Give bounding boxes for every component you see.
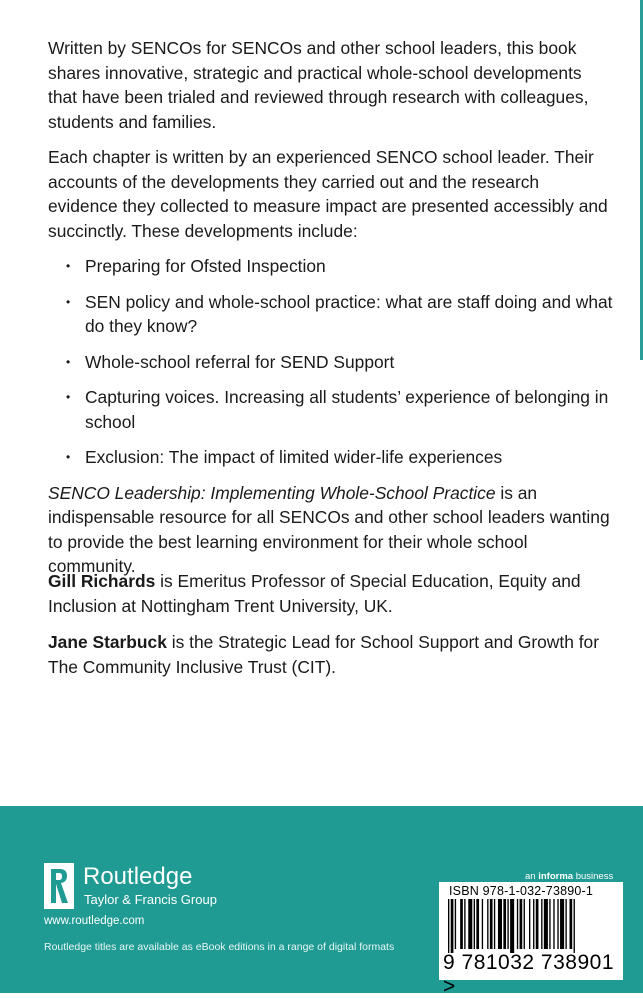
author-bio: Jane Starbuck is the Strategic Lead for School Support and Growth for The Community Inclusive Trust (CIT). <box>48 632 599 677</box>
bullet-icon: • <box>66 450 71 464</box>
closing-paragraph: SENCO Leadership: Implementing Whole-School Practice is an indispensable resource for all SENCOs and other school leaders wanting to provide the best learning environment for their whole school community. <box>48 482 610 576</box>
list-item: • Exclusion: The impact of limited wider-life experiences <box>66 445 613 470</box>
intro-paragraph-2: Each chapter is written by an experienced SENCO school leader. Their accounts of the developments they carried out and the research evidence they collected to measure impact are presented accessibly and succinctly. These developments include: <box>48 147 608 241</box>
bullet-icon: • <box>66 294 71 309</box>
bullet-icon: • <box>66 354 71 369</box>
list-item: • Preparing for Ofsted Inspection <box>66 254 613 279</box>
barcode-digits: 9 781032 738901 > <box>443 951 614 998</box>
list-item: • Capturing voices. Increasing all students’ experience of belonging in school <box>66 387 609 432</box>
author-bio: Gill Richards is Emeritus Professor of Special Education, Equity and Inclusion at Nottingham Trent University, UK. <box>48 571 581 616</box>
list-item: • Whole-school referral for SEND Support <box>66 350 613 375</box>
intro-paragraph-1: Written by SENCOs for SENCOs and other school leaders, this book shares innovative, strategic and practical whole-school developments that have been trialed and reviewed through research with colleagues, students and families. <box>48 38 589 132</box>
isbn-text: ISBN 978-1-032-73890-1 <box>449 884 594 898</box>
ebook-note: Routledge titles are available as eBook editions in a range of digital formats <box>44 941 395 953</box>
author-name: Gill Richards <box>48 571 156 591</box>
developments-list <box>48 254 613 470</box>
bullet-icon: • <box>66 259 71 273</box>
author-bios <box>48 569 613 691</box>
publisher-footer <box>0 806 643 998</box>
informa-tagline: an informa business <box>525 871 614 882</box>
routledge-logo-icon <box>44 863 74 909</box>
publisher-name: Routledge <box>83 863 193 890</box>
book-title: SENCO Leadership: Implementing Whole-School Practice <box>48 482 496 503</box>
barcode <box>439 882 623 998</box>
publisher-website: www.routledge.com <box>44 915 145 927</box>
barcode-bars <box>444 899 618 953</box>
list-item: • SEN policy and whole-school practice: what are staff doing and what do they know? <box>66 291 613 336</box>
blurb <box>48 36 613 590</box>
publisher-group: Taylor & Francis Group <box>84 892 217 907</box>
author-name: Jane Starbuck <box>48 632 167 652</box>
bullet-icon: • <box>66 390 71 404</box>
